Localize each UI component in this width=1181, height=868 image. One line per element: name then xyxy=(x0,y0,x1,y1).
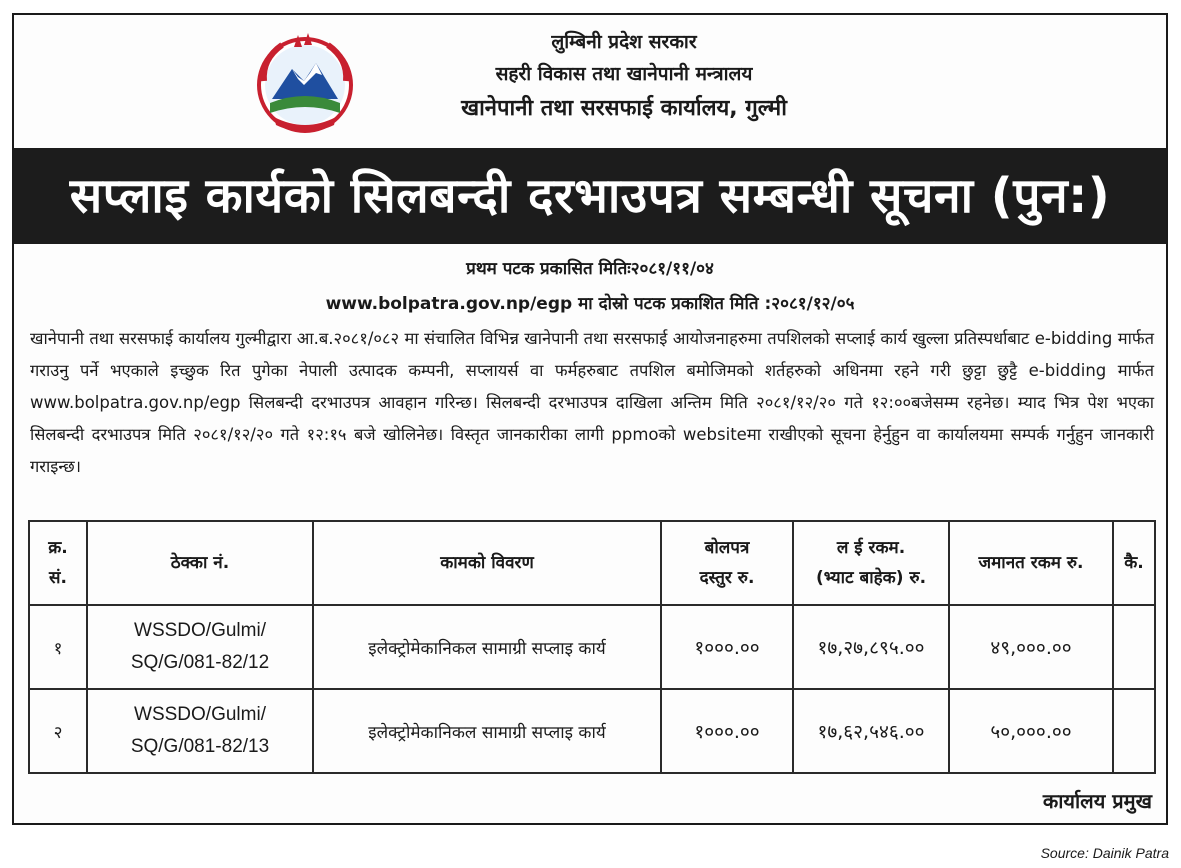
table-header-row xyxy=(29,521,1155,605)
header-work-description: कामको विवरण xyxy=(313,521,661,605)
row-contract-number: WSSDO/Gulmi/ SQ/G/081-82/12 xyxy=(87,605,313,689)
row-serial-number: २ xyxy=(29,689,87,773)
notice-title-banner: सप्लाइ कार्यको सिलबन्दी दरभाउपत्र सम्बन्धी सूचना (पुन:) xyxy=(14,148,1166,244)
notice-header xyxy=(14,15,1166,148)
row-remarks xyxy=(1113,605,1155,689)
row-cost-estimate: १७,६२,५४६.०० xyxy=(793,689,949,773)
row-cost-estimate: १७,२७,८९५.०० xyxy=(793,605,949,689)
row-serial-number: १ xyxy=(29,605,87,689)
table-row xyxy=(29,689,1155,773)
row-security-amount: ४९,०००.०० xyxy=(949,605,1113,689)
organization-block xyxy=(354,27,894,127)
header-contract-number: ठेक्का नं. xyxy=(87,521,313,605)
row-work-description: इलेक्ट्रोमेकानिकल सामाग्री सप्लाइ कार्य xyxy=(313,605,661,689)
header-security-amount: जमानत रकम रु. xyxy=(949,521,1113,605)
ministry-name: सहरी विकास तथा खानेपानी मन्त्रालय xyxy=(495,63,753,85)
header-cost-estimate: ल ई रकम. (भ्याट बाहेक) रु. xyxy=(793,521,949,605)
notice-frame xyxy=(12,13,1168,825)
second-publication-date: www.bolpatra.gov.np/egp मा दोस्रो पटक प्रकाशित मिति :२०८१/१२/०५ xyxy=(325,294,855,314)
header-serial-number: क्र. सं. xyxy=(29,521,87,605)
row-work-description: इलेक्ट्रोमेकानिकल सामाग्री सप्लाइ कार्य xyxy=(313,689,661,773)
province-government: लुम्बिनी प्रदेश सरकार xyxy=(551,31,697,53)
header-remarks: कै. xyxy=(1113,521,1155,605)
office-chief-signoff: कार्यालय प्रमुख xyxy=(1042,789,1152,813)
row-security-amount: ५०,०००.०० xyxy=(949,689,1113,773)
first-publication-date: प्रथम पटक प्रकासित मितिः२०८१/११/०४ xyxy=(466,259,714,279)
row-bid-fee: १०००.०० xyxy=(661,605,793,689)
tender-items-table xyxy=(28,520,1156,774)
header-bid-fee: बोलपत्र दस्तुर रु. xyxy=(661,521,793,605)
nepal-emblem-icon xyxy=(252,29,358,135)
row-bid-fee: १०००.०० xyxy=(661,689,793,773)
notice-body-text: खानेपानी तथा सरसफाई कार्यालय गुल्मीद्वारा आ.ब.२०८१/०८२ मा संचालित विभिन्न खानेपानी तथा सरसफाई आयोजनाहरुमा तपशिलको सप्लाई कार्य खुल्ला प्रतिस्पर्धाबाट e-bidding मार्फत गराउनु पर्ने भएकाले इच्छुक रित पुगेका नेपाली उत्पादक कम्पनी, सप्लायर्स वा फर्महरुबाट तपशिल बमोजिमको शर्तहरुको अधिनमा रहने गरी छुट्टा छुट्टै e-bidding मार्फत www.bolpatra.gov.np/egp सिलबन्दी दरभाउपत्र आवहान गरिन्छ। सिलबन्दी दरभाउपत्र दाखिला अन्तिम मिति २०८१/१२/२० गते १२:००बजेसम्म रहनेछ। म्याद भित्र पेश भएका सिलबन्दी दरभाउपत्र मिति २०८१/१२/२० गते १२:१५ बजे खोलिनेछ। विस्तृत जानकारीका लागी ppmoको websiteमा राखीएको सूचना हेर्नुहुन वा कार्यालयमा सम्पर्क गर्नुहुन जानकारी गराइन्छ। xyxy=(30,329,1154,476)
source-credit: Source: Dainik Patra xyxy=(1040,845,1169,861)
office-name: खानेपानी तथा सरसफाई कार्यालय, गुल्मी xyxy=(461,96,787,121)
publication-dates xyxy=(14,251,1166,321)
row-contract-number: WSSDO/Gulmi/ SQ/G/081-82/13 xyxy=(87,689,313,773)
row-remarks xyxy=(1113,689,1155,773)
table-row xyxy=(29,605,1155,689)
